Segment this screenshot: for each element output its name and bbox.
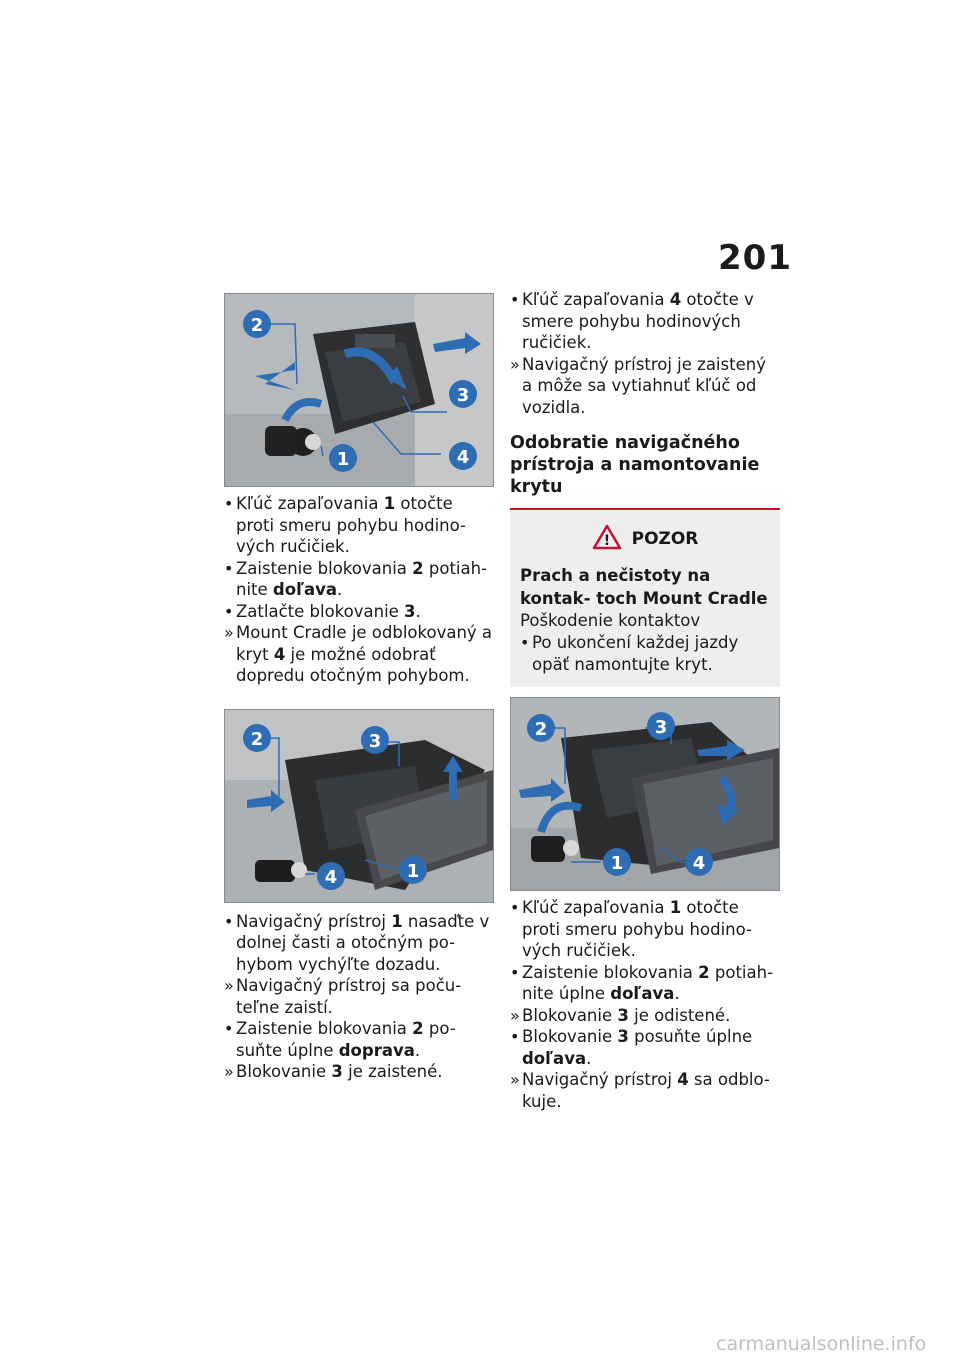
callout-3: 3 <box>368 730 382 752</box>
left-column <box>224 293 494 1083</box>
step-item: • Blokovanie 3 posuňte úplne doľava. <box>510 1027 753 1068</box>
warning-bullet: • Po ukončení každej jazdy opäť namontujte kryt. <box>520 633 739 674</box>
callout-1: 1 <box>610 853 624 874</box>
result-item: » Navigačný prístroj je zaistený a môže sa vytiahnuť kľúč od vozidla. <box>510 354 766 417</box>
step-item: • Kľúč zapaľovania 4 otočte v smere pohybu hodinových ručičiek. <box>510 290 754 352</box>
step-item: • Zaistenie blokovania 2 potiah- nite úplne doľava. <box>510 962 774 1003</box>
callout-4: 4 <box>456 447 470 468</box>
instructions-list <box>510 289 780 418</box>
svg-text:!: ! <box>603 533 610 549</box>
photo-install-device <box>224 709 494 903</box>
callout-2: 2 <box>534 719 548 740</box>
step-item: • Zaistenie blokovania 2 potiah- nite doľava. <box>224 558 488 599</box>
result-item: » Navigačný prístroj 4 sa odblo- kuje. <box>510 1070 770 1111</box>
right-column <box>510 290 780 1112</box>
callout-2: 2 <box>250 315 264 336</box>
warning-text: Poškodenie kontaktov <box>520 611 701 630</box>
instructions-list <box>224 493 494 687</box>
result-item: » Blokovanie 3 je odistené. <box>510 1005 731 1025</box>
photo-unlock-cover <box>224 293 494 487</box>
step-item: • Zaistenie blokovania 2 po- suňte úplne doprava. <box>224 1019 456 1060</box>
section-heading: Odobratie navigačného prístroja a namontovanie krytu <box>510 433 760 497</box>
warning-box <box>510 510 780 687</box>
footer-watermark: carmanualsonline.info <box>716 1333 927 1355</box>
page-number: 201 <box>718 238 792 278</box>
photo-remove-device <box>510 697 780 891</box>
warning-title: POZOR <box>631 529 699 549</box>
callout-2: 2 <box>250 728 264 750</box>
callout-1: 1 <box>336 449 350 470</box>
callout-4: 4 <box>324 866 338 888</box>
step-item: • Zatlačte blokovanie 3. <box>224 601 421 621</box>
result-item: » Blokovanie 3 je zaistené. <box>224 1062 443 1081</box>
step-item: • Kľúč zapaľovania 1 otočte proti smeru pohybu hodino- vých ručičiek. <box>510 898 752 960</box>
result-item: » Mount Cradle je odblokovaný a kryt 4 je možné odobrať dopredu otočným pohybom. <box>224 623 493 685</box>
callout-3: 3 <box>654 717 668 738</box>
callout-3: 3 <box>456 385 470 406</box>
warning-triangle-icon <box>592 524 622 554</box>
result-item: » Navigačný prístroj sa poču- teľne zaistí. <box>224 976 462 1017</box>
callout-4: 4 <box>692 853 706 874</box>
step-item: • Navigačný prístroj 1 nasaďte v dolnej časti a otočným po- hybom vychýľte dozadu. <box>224 911 490 974</box>
instructions-list <box>224 911 494 1083</box>
step-item: • Kľúč zapaľovania 1 otočte proti smeru pohybu hodino- vých ručičiek. <box>224 494 466 556</box>
callout-1: 1 <box>406 860 420 882</box>
warning-lead: Prach a nečistoty na kontak- toch Mount Cradle <box>520 566 768 608</box>
instructions-list <box>510 897 780 1112</box>
